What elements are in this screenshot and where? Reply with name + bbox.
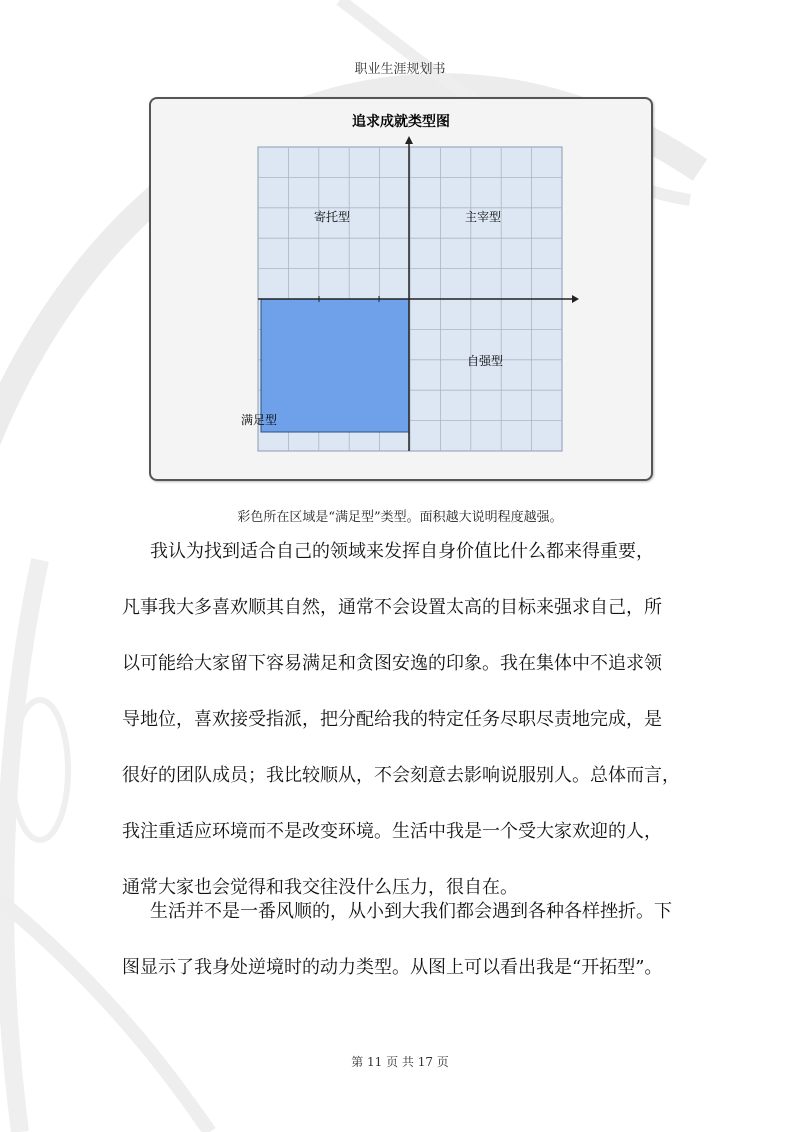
quadrant-label-top-left: 寄托型 <box>313 210 351 224</box>
paragraph-line: 很好的团队成员；我比较顺从，不会刻意去影响说服别人。总体而言， <box>122 765 680 786</box>
chart-title: 追求成就类型图 <box>352 114 450 130</box>
quadrant-label-top-right: 主宰型 <box>464 210 502 224</box>
paragraph-1 <box>122 524 687 916</box>
paragraph-line: 导地位，喜欢接受指派，把分配给我的特定任务尽职尽责地完成，是 <box>122 709 662 730</box>
quadrant-label-bottom-right: 自强型 <box>466 354 504 368</box>
figure-frame <box>149 97 653 481</box>
quadrant-chart <box>151 99 651 479</box>
y-axis-arrow <box>405 136 413 144</box>
paragraph-line: 我注重适应环境而不是改变环境。生活中我是一个受大家欢迎的人， <box>122 821 662 842</box>
highlighted-quadrant <box>261 299 409 432</box>
paragraph-line: 我认为找到适合自己的领域来发挥自身价值比什么都来得重要， <box>150 541 654 562</box>
paragraph-line: 生活并不是一番风顺的，从小到大我们都会遇到各种各样挫折。下 <box>150 901 672 922</box>
paragraph-line: 以可能给大家留下容易满足和贪图安逸的印象。我在集体中不追求领 <box>122 653 662 674</box>
paragraph-2 <box>122 884 687 996</box>
paragraph-line: 凡事我大多喜欢顺其自然，通常不会设置太高的目标来强求自己，所 <box>122 597 662 618</box>
paragraph-line: 图显示了我身处逆境时的动力类型。从图上可以看出我是“开拓型”。 <box>122 957 663 978</box>
x-axis-arrow <box>572 295 579 303</box>
quadrant-label-bottom-left: 满足型 <box>240 413 278 427</box>
figure-caption: 彩色所在区域是“满足型”类型。面积越大说明程度越强。 <box>237 510 563 525</box>
page-header: 职业生涯规划书 <box>354 62 446 77</box>
page-footer: 第 11 页 共 17 页 <box>351 1055 449 1069</box>
paragraph-line: 通常大家也会觉得和我交往没什么压力，很自在。 <box>122 877 518 898</box>
